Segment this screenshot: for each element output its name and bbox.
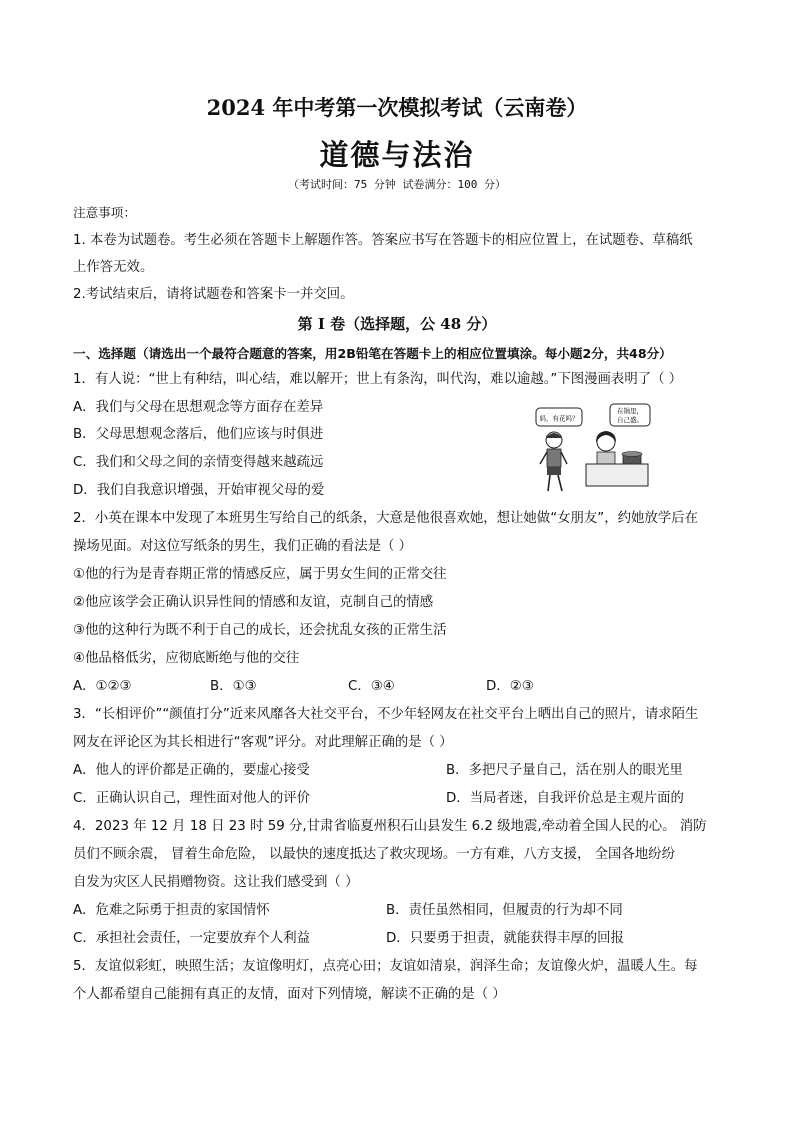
q1-option-d: D．我们自我意识增强，开始审视父母的爱: [73, 483, 325, 498]
q1-option-b: B．父母思想观念落后，他们应该与时俱进: [73, 427, 324, 442]
part-heading: 一、选择题（请选出一个最符合题意的答案，用2B铅笔在答题卡上的相应位置填涂。每小题2分，共48分）: [73, 346, 672, 361]
exam-title: 2024 年中考第一次模拟考试（云南卷）: [206, 95, 588, 120]
q2-option-d: D．②③: [486, 679, 534, 694]
q2-statement-3: ③他的这种行为既不利于自己的成长，还会扰乱女孩的正常生活: [73, 623, 447, 638]
q5-stem-line-2: 个人都希望自己能拥有真正的友情，面对下列情境，解读不正确的是（ ）: [73, 987, 506, 1002]
section-title: 第 I 卷（选择题，公 48 分）: [297, 315, 497, 333]
q2-option-b: B．①③: [210, 679, 257, 694]
notes-heading: 注意事项：: [73, 205, 136, 220]
q2-statement-4: ④他品格低劣，应彻底断绝与他的交往: [73, 651, 300, 666]
cartoon-bubble-right-2: 自己盛。: [617, 416, 643, 424]
subject-title: 道德与法治: [319, 138, 475, 172]
q4-option-d: D．只要勇于担责，就能获得丰厚的回报: [386, 931, 624, 946]
q3-stem-line-2: 网友在评论区为其长相进行“客观”评分。对此理解正确的是（ ）: [73, 735, 453, 750]
q4-option-b: B．责任虽然相同，但履责的行为却不同: [386, 903, 623, 918]
q1-cartoon-image: [530, 398, 655, 498]
notes-item-1-line-1: 1. 本卷为试题卷。考生必须在答题卡上解题作答。答案应书写在答题卡的相应位置上，在试题卷、草稿纸: [73, 233, 693, 248]
q1-stem: 1．有人说：“世上有种结，叫心结，难以解开；世上有条沟，叫代沟，难以逾越。”下图漫画表明了（ ）: [73, 372, 683, 387]
cartoon-bubble-right-1: 在锅里，: [617, 407, 643, 415]
q4-stem-line-2: 员们不顾余震， 冒着生命危险， 以最快的速度抵达了救灾现场。一方有难，八方支援， 全国各地纷纷: [73, 847, 675, 862]
q2-statement-2: ②他应该学会正确认识异性间的情感和友谊，克制自己的情感: [73, 595, 434, 610]
q2-stem-line-1: 2．小英在课本中发现了本班男生写给自己的纸条，大意是他很喜欢她，想让她做“女朋友”，约她放学后在: [73, 511, 698, 526]
q4-stem-line-1: 4．2023 年 12 月 18 日 23 时 59 分,甘肃省临夏州积石山县发生 6.2 级地震,牵动着全国人民的心。 消防: [73, 819, 707, 834]
q1-option-a: A．我们与父母在思想观念等方面存在差异: [73, 400, 324, 415]
q4-option-c: C．承担社会责任，一定要放弃个人利益: [73, 931, 310, 946]
q4-option-a: A．危难之际勇于担责的家国情怀: [73, 903, 270, 918]
q3-option-a: A．他人的评价都是正确的，要虚心接受: [73, 763, 310, 778]
q2-stem-line-2: 操场见面。对这位写纸条的男生，我们正确的看法是（ ）: [73, 539, 413, 554]
q2-statement-1: ①他的行为是青春期正常的情感反应，属于男女生间的正常交往: [73, 567, 447, 582]
q3-option-c: C．正确认识自己，理性面对他人的评价: [73, 791, 310, 806]
q2-option-c: C．③④: [348, 679, 395, 694]
q4-stem-line-3: 自发为灾区人民捐赠物资。这让我们感受到（ ）: [73, 875, 359, 890]
q5-stem-line-1: 5．友谊似彩虹，映照生活；友谊像明灯，点亮心田；友谊如清泉，润泽生命；友谊像火炉，温暖人生。每: [73, 959, 698, 974]
notes-item-1-line-2: 上作答无效。: [73, 260, 154, 275]
notes-item-2: 2.考试结束后，请将试题卷和答案卡一并交回。: [73, 287, 354, 302]
q1-option-c: C．我们和父母之间的亲情变得越来越疏远: [73, 455, 324, 470]
q3-stem-line-1: 3．“长相评价”“颜值打分”近来风靡各大社交平台，不少年轻网友在社交平台上晒出自己的照片，请求陌生: [73, 707, 699, 722]
q3-option-d: D．当局者迷，自我评价总是主观片面的: [446, 791, 684, 806]
exam-info: （考试时间：75 分钟 试卷满分：100 分）: [288, 178, 506, 191]
q2-option-a: A．①②③: [73, 679, 132, 694]
cartoon-bubble-left: 妈，有花吗？: [539, 414, 579, 423]
q3-option-b: B．多把尺子量自己，活在别人的眼光里: [446, 763, 683, 778]
